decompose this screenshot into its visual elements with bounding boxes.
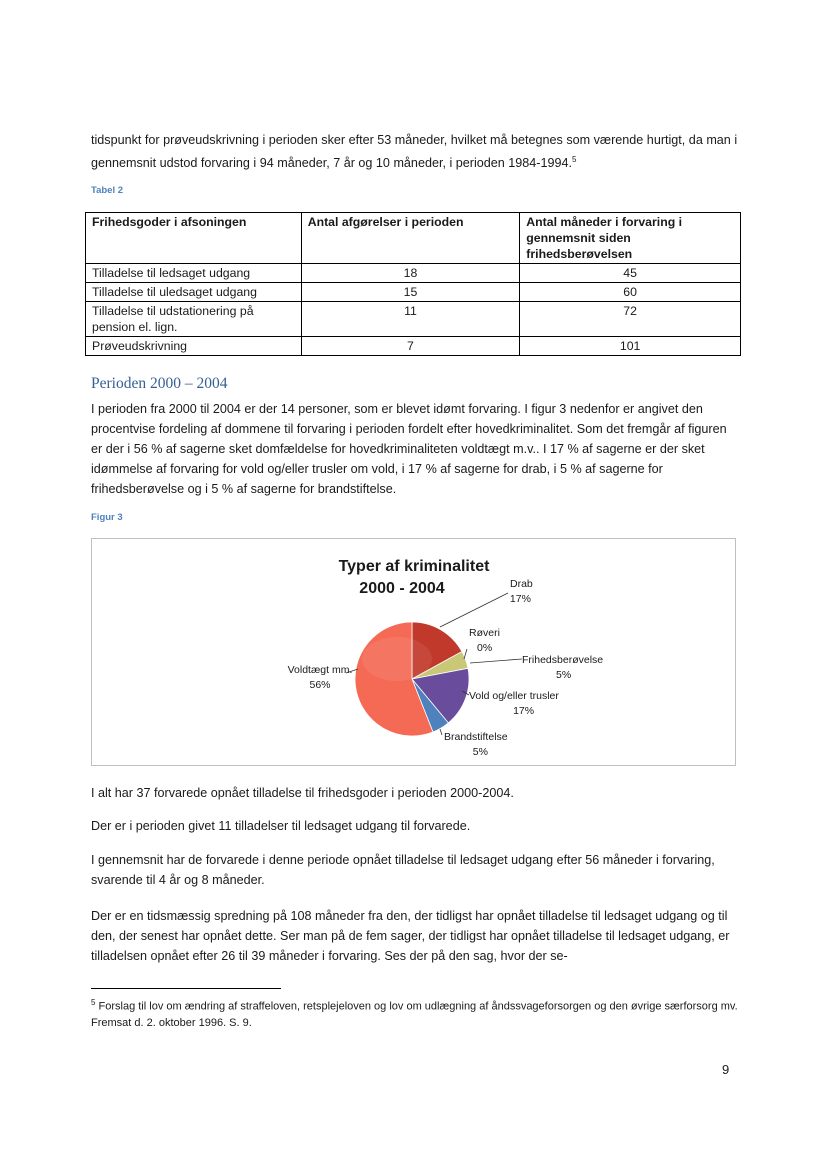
pie-chart-frame (91, 538, 736, 766)
table-cell: 72 (520, 302, 741, 337)
slice-name-label: Voldtægt mm. (287, 664, 353, 676)
table-cell: 18 (301, 264, 520, 283)
table-row (86, 302, 741, 337)
section-title: Perioden 2000 – 2004 (91, 375, 228, 392)
leader-line (440, 593, 508, 627)
chart-title: Typer af kriminalitet (338, 558, 490, 575)
footnote-number: 5 (91, 998, 96, 1007)
table-cell: 7 (301, 337, 520, 356)
pie-chart (92, 539, 735, 765)
table-cell: Tilladelse til ledsaget udgang (86, 264, 302, 283)
slice-value-label: 17% (509, 593, 531, 605)
section-body-paragraph: I perioden fra 2000 til 2004 er der 14 personer, som er blevet idømt forvaring. I figur 3 nedenfor er angivet den procentvise fordeling af dommene til forvaring i perioden fordelt efter hovedkriminalitet. Som det fremgår af figuren er der i 56 % af sagerne sket domfældelse for hovedkriminaliteten voldtægt m.v.. I 17 % af sagerne er der sket idømmelse af forvaring for vold og/eller trusler om vold, i 17 % af sagerne for drab, i 5 % af sagerne for frihedsberøvelse og i 5 % af sagerne for brandstiftelse. (91, 402, 727, 496)
table-cell: 45 (520, 264, 741, 283)
table-cell: 101 (520, 337, 741, 356)
slice-name-label: Drab (510, 578, 533, 590)
intro-paragraph: tidspunkt for prøveudskrivning i perioden sker efter 53 måneder, hvilket må betegnes som værende hurtigt, da man i gennemsnit udstod forvaring i 94 måneder, 7 år og 10 måneder, i perioden 1984-1994.$^5$ (91, 133, 738, 171)
table-header: Frihedsgoder i afsoningen (86, 213, 302, 264)
leader-line (464, 649, 467, 659)
figure-caption: Figur 3 (91, 512, 123, 523)
paragraph-3: I gennemsnit har de forvarede i denne periode opnået tilladelse til ledsaget udgang efter 56 måneder i forvaring, svarende til 4 år og 8 måneder. (91, 853, 715, 887)
pie-highlight (362, 637, 432, 681)
slice-value-label: 5% (472, 746, 488, 758)
slice-name-label: Vold og/eller trusler (469, 690, 559, 702)
slice-value-label: 17% (513, 705, 535, 717)
table-cell: Prøveudskrivning (86, 337, 302, 356)
table-cell: 15 (301, 283, 520, 302)
table-cell: 11 (301, 302, 520, 337)
table-caption: Tabel 2 (91, 185, 124, 196)
paragraph-2: Der er i perioden givet 11 tilladelser til ledsaget udgang til forvarede. (91, 819, 471, 833)
table-cell: Tilladelse til uledsaget udgang (86, 283, 302, 302)
table-header-row (86, 213, 741, 264)
footnote (91, 995, 741, 1031)
table-row (86, 283, 741, 302)
leader-line (440, 729, 442, 735)
table-cell: 60 (520, 283, 741, 302)
table-row (86, 337, 741, 356)
slice-value-label: 5% (556, 669, 572, 681)
chart-subtitle: 2000 - 2004 (359, 580, 445, 597)
leader-line (470, 659, 522, 663)
table-header: Antal måneder i forvaring i gennemsnit siden frihedsberøvelsen (520, 213, 741, 264)
slice-value-label: 56% (309, 679, 331, 691)
paragraph-4: Der er en tidsmæssig spredning på 108 måneder fra den, der tidligst har opnået tilladelse til ledsaget udgang og til den, der senest har opnået dette. Ser man på de fem sager, der tidligst har opnået tilladelse til ledsaget udgang, er tilladelsen opnået efter 26 til 39 måneder i forvaring. Ses der på den sag, hvor der se- (91, 909, 730, 963)
slice-name-label: Frihedsberøvelse (522, 654, 604, 666)
table-header: Antal afgørelser i perioden (301, 213, 520, 264)
footnote-separator (91, 988, 281, 989)
slice-name-label: Røveri (469, 627, 500, 639)
paragraph-1: I alt har 37 forvarede opnået tilladelse til frihedsgoder i perioden 2000-2004. (91, 786, 514, 800)
table-frihedsgoder (85, 212, 741, 356)
page-number: 9 (722, 1062, 730, 1077)
table-row (86, 264, 741, 283)
footnote-text: Forslag til lov om ændring af straffeloven, retsplejeloven og lov om udlægning af åndssvageforsorgen og den øvrige særforsorg mv. Fremsat d. 2. oktober 1996. S. 9. (91, 1000, 738, 1029)
table-cell: Tilladelse til udstationering på pension el. lign. (86, 302, 302, 337)
slice-name-label: Brandstiftelse (444, 731, 508, 743)
slice-value-label: 0% (477, 642, 493, 654)
footnote-ref: 5 (572, 155, 577, 164)
